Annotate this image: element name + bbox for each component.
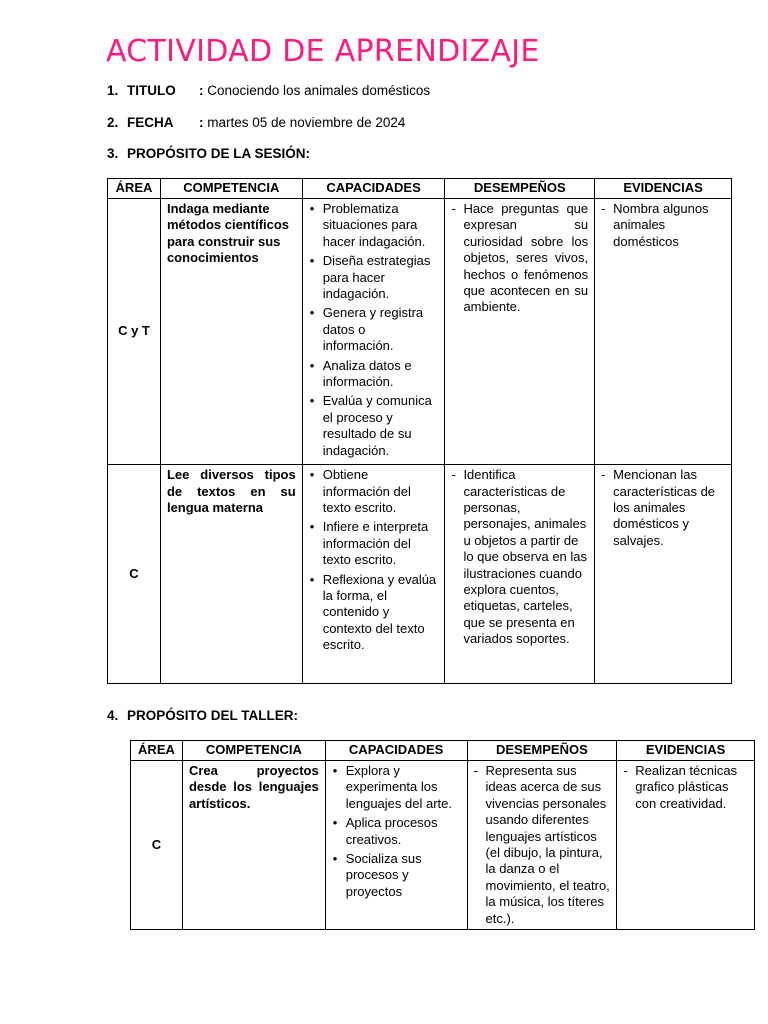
capacidades-list	[309, 201, 439, 459]
cell-evidencias	[595, 465, 732, 684]
list-item: - Nombra algunos animales domésticos	[601, 201, 725, 250]
cell-competencia: Lee diversos tipos de textos en su lengua materna	[160, 465, 302, 684]
cell-area: C	[131, 761, 183, 930]
info-label: TITULO	[127, 83, 176, 98]
capacidades-list	[309, 467, 439, 653]
cell-capacidades	[325, 761, 467, 930]
info-number: 1.	[107, 83, 119, 98]
info-fecha: 2. FECHA : martes 05 de noviembre de 2024	[107, 115, 406, 130]
list-item: - Mencionan las características de los animales domésticos y salvajes.	[601, 467, 725, 549]
section-number: 3.	[107, 146, 119, 161]
cell-competencia: Indaga mediante métodos científicos para construir sus conocimientos	[160, 199, 302, 465]
list-item: • Genera y registra datos o información.	[309, 305, 439, 354]
table-row	[108, 199, 732, 465]
list-item: - Hace preguntas que expresan su curiosidad sobre los objetos, seres vivos, hechos o fenómenos que acontecen en su ambiente.	[451, 201, 588, 316]
list-item: • Analiza datos e información.	[309, 358, 439, 391]
list-item: • Obtiene información del texto escrito.	[309, 467, 439, 516]
cell-desempenos	[445, 465, 595, 684]
section-number: 4.	[107, 708, 119, 723]
header-evidencias: EVIDENCIAS	[617, 741, 755, 761]
list-item: • Reflexiona y evalúa la forma, el contenido y contexto del texto escrito.	[309, 572, 439, 654]
header-competencia: COMPETENCIA	[160, 179, 302, 199]
list-item: • Aplica procesos creativos.	[332, 815, 461, 848]
table-header-row	[108, 179, 732, 199]
list-item: - Identifica características de personas, personajes, animales u objetos a partir de lo que observa en las ilustraciones cuando explora cuentos, etiquetas, carteles, que se presenta en variados soportes.	[451, 467, 588, 647]
info-value: Conociendo los animales domésticos	[207, 83, 431, 98]
list-item: • Diseña estrategias para hacer indagación.	[309, 253, 439, 302]
taller-table	[130, 740, 755, 930]
list-item: - Representa sus ideas acerca de sus vivencias personales usando diferentes lenguajes artísticos (el dibujo, la pintura, la danza o el movimiento, el teatro, la música, los títeres etc.).	[474, 763, 611, 927]
cell-area: C	[108, 465, 161, 684]
list-item: • Evalúa y comunica el proceso y resultado de su indagación.	[309, 393, 439, 459]
section-heading-taller	[107, 708, 298, 723]
info-label: FECHA	[127, 115, 174, 130]
desempenos-list	[451, 467, 588, 647]
header-desempenos: DESEMPEÑOS	[467, 741, 617, 761]
header-evidencias: EVIDENCIAS	[595, 179, 732, 199]
header-capacidades: CAPACIDADES	[302, 179, 445, 199]
cell-area: C y T	[108, 199, 161, 465]
section-label: PROPÓSITO DE LA SESIÓN:	[127, 146, 311, 161]
header-competencia: COMPETENCIA	[182, 741, 325, 761]
info-titulo: 1. TITULO : Conociendo los animales domésticos	[107, 83, 431, 98]
page-title: ACTIVIDAD DE APRENDIZAJE	[106, 34, 540, 69]
section-heading-sesion	[107, 146, 310, 161]
list-item: • Problematiza situaciones para hacer indagación.	[309, 201, 439, 250]
section-label: PROPÓSITO DEL TALLER:	[127, 708, 299, 723]
cell-competencia: Crea proyectos desde los lenguajes artísticos.	[182, 761, 325, 930]
evidencias-list	[601, 467, 725, 549]
cell-evidencias	[595, 199, 732, 465]
cell-capacidades	[302, 465, 445, 684]
evidencias-list	[601, 201, 725, 250]
cell-desempenos	[467, 761, 617, 930]
list-item: • Explora y experimenta los lenguajes del arte.	[332, 763, 461, 812]
list-item: • Infiere e interpreta información del texto escrito.	[309, 519, 439, 568]
evidencias-list	[623, 763, 748, 812]
table-row	[131, 761, 755, 930]
table-row	[108, 465, 732, 684]
cell-capacidades	[302, 199, 445, 465]
info-number: 2.	[107, 115, 119, 130]
desempenos-list	[474, 763, 611, 927]
header-desempenos: DESEMPEÑOS	[445, 179, 595, 199]
table-header-row	[131, 741, 755, 761]
header-capacidades: CAPACIDADES	[325, 741, 467, 761]
cell-evidencias	[617, 761, 755, 930]
capacidades-list	[332, 763, 461, 900]
header-area: ÁREA	[108, 179, 161, 199]
sesion-table	[107, 178, 732, 684]
list-item: - Realizan técnicas grafico plásticas con creatividad.	[623, 763, 748, 812]
cell-desempenos	[445, 199, 595, 465]
header-area: ÁREA	[131, 741, 183, 761]
info-value: martes 05 de noviembre de 2024	[207, 115, 406, 130]
desempenos-list	[451, 201, 588, 316]
list-item: • Socializa sus procesos y proyectos	[332, 851, 461, 900]
